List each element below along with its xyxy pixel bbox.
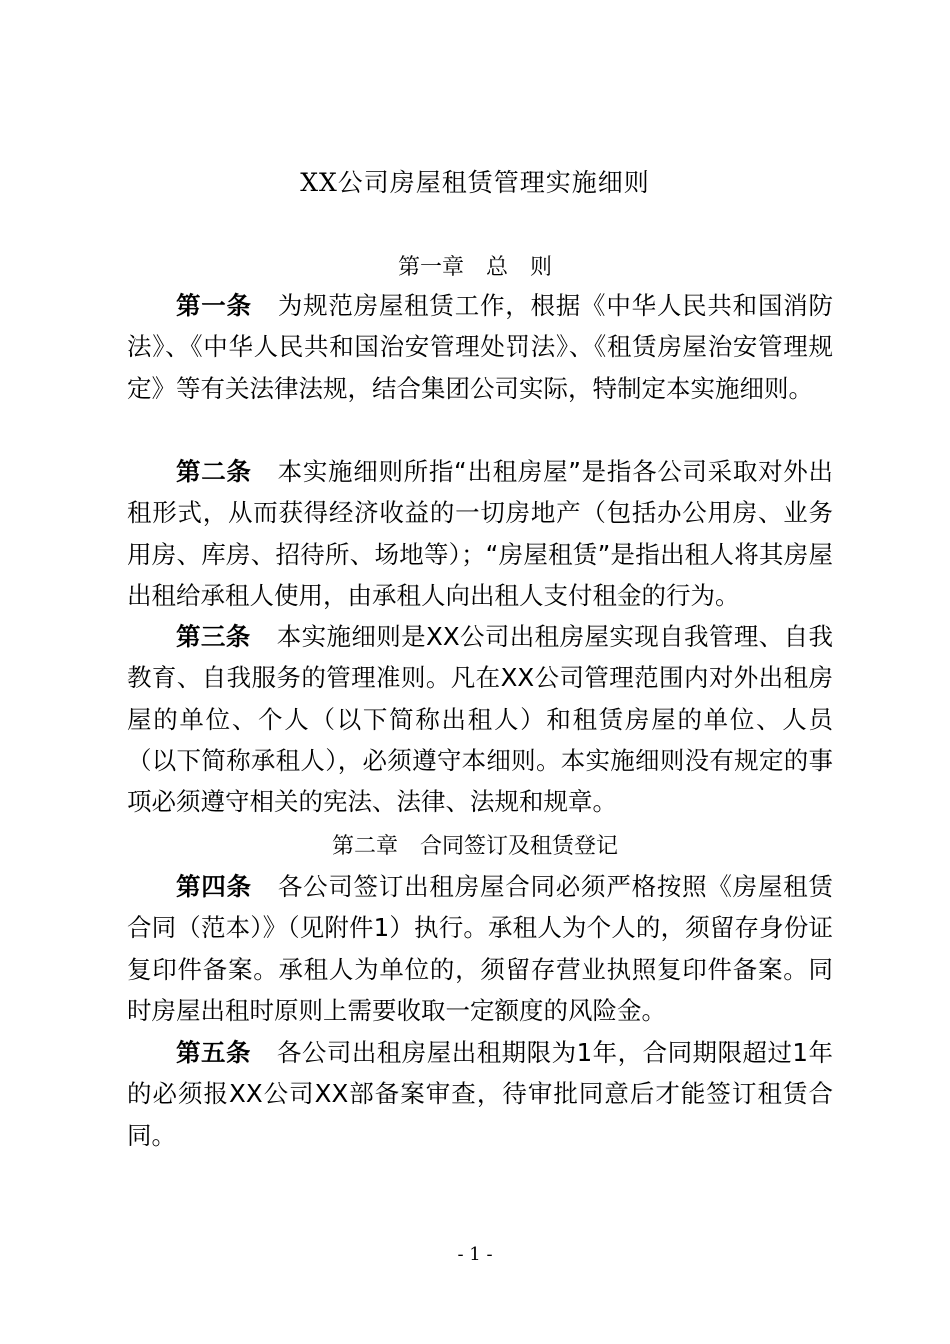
chapter-heading-2: 第二章 合同签订及租赁登记	[331, 834, 618, 859]
article-2	[127, 451, 833, 616]
page-number: - 1 -	[457, 1244, 493, 1265]
article-text: 为规范房屋租赁工作，根据《中华人民共和国消防法》、《中华人民共和国治安管理处罚法》、《租赁房屋治安管理规定》等有关法律法规，结合集团公司实际，特制定本实施细则。	[127, 291, 833, 403]
article-1	[127, 285, 833, 409]
chapter-heading-1: 第一章 总 则	[397, 255, 552, 280]
document-title: XX公司房屋租赁管理实施细则	[300, 168, 650, 197]
article-label: 第五条	[176, 1038, 251, 1067]
article-5	[127, 1032, 833, 1156]
article-3	[127, 616, 833, 822]
article-4	[127, 866, 833, 1031]
article-text: 各公司签订出租房屋合同必须严格按照《房屋租赁合同（范本）》（见附件1）执行。承租人为个人的，须留存身份证复印件备案。承租人为单位的，须留存营业执照复印件备案。同时房屋出租时原则上需要收取一定额度的风险金。	[127, 872, 833, 1025]
article-label: 第一条	[176, 291, 252, 320]
article-label: 第四条	[176, 872, 252, 901]
article-text: 本实施细则所指“出租房屋”是指各公司采取对外出租形式，从而获得经济收益的一切房地产（包括办公用房、业务用房、库房、招待所、场地等）；“房屋租赁”是指出租人将其房屋出租给承租人使用，由承租人向出租人支付租金的行为。	[127, 457, 834, 610]
article-label: 第二条	[176, 457, 252, 486]
article-label: 第三条	[176, 622, 251, 651]
article-text: 本实施细则是XX公司出租房屋实现自我管理、自我教育、自我服务的管理准则。凡在XX公司管理范围内对外出租房屋的单位、个人（以下简称出租人）和租赁房屋的单位、人员（以下简称承租人），必须遵守本细则。本实施细则没有规定的事项必须遵守相关的宪法、法律、法规和规章。	[127, 622, 833, 817]
article-text: 各公司出租房屋出租期限为1年，合同期限超过1年的必须报XX公司XX部备案审查，待审批同意后才能签订租赁合同。	[127, 1038, 833, 1150]
